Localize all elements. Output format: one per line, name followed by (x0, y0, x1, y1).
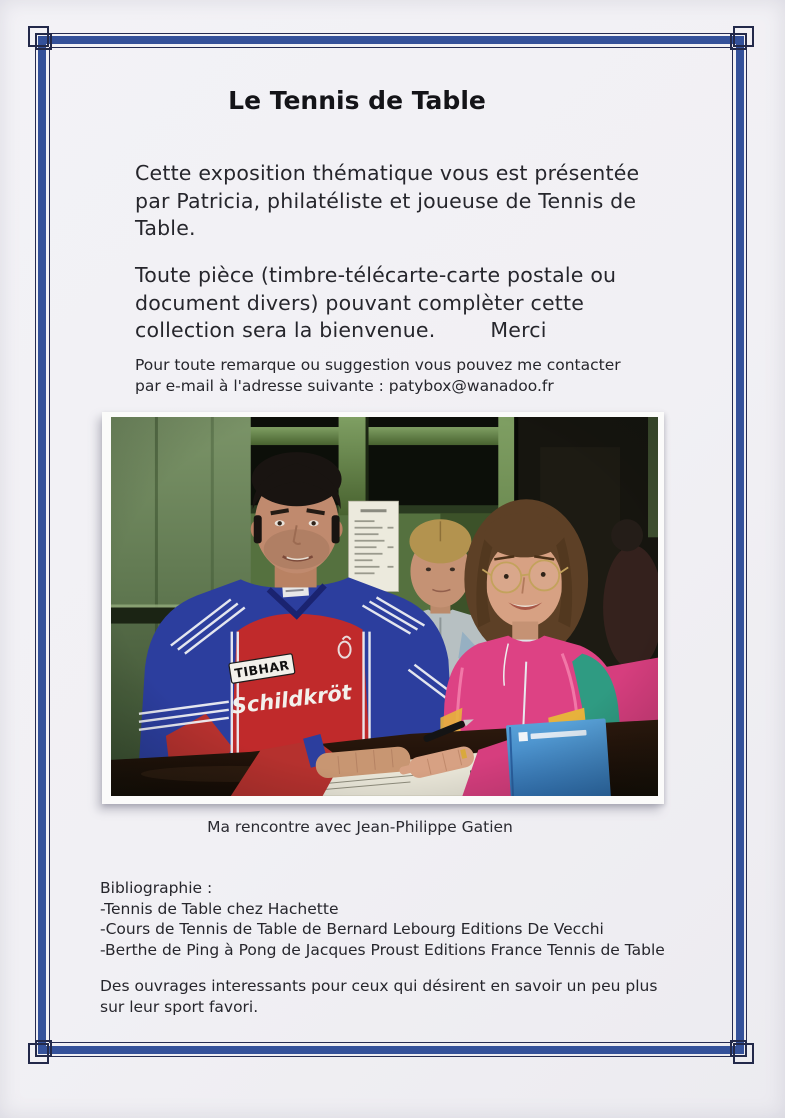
border-corner-ornament (28, 26, 49, 47)
text-line: Pour toute remarque ou suggestion vous pouvez me contacter (135, 356, 621, 374)
text-line (135, 317, 695, 345)
border-corner-ornament (733, 26, 754, 47)
text-line: document divers) pouvant complèter cette (135, 290, 585, 315)
contact-note (135, 355, 621, 397)
text-line: Toute pièce (timbre-télécarte-carte postale ou (135, 263, 617, 287)
text-line: Table. (135, 216, 196, 240)
bibliography-item: -Cours de Tennis de Table de Bernard Lebourg Editions De Vecchi (100, 920, 604, 938)
page-title: Le Tennis de Table (228, 86, 486, 115)
text-line: sur leur sport favori. (100, 998, 259, 1016)
text-line: Des ouvrages interessants pour ceux qui désirent en savoir un peu plus (100, 977, 658, 995)
request-paragraph (135, 262, 695, 345)
thanks-note: Merci (490, 318, 547, 342)
bibliography-item: -Tennis de Table chez Hachette (100, 899, 339, 918)
photo-caption: Ma rencontre avec Jean-Philippe Gatien (207, 818, 513, 836)
bibliography-item: -Berthe de Ping à Pong de Jacques Proust Editions France Tennis de Table (100, 940, 665, 959)
text-line: par e-mail à l'adresse suivante : patybox@wanadoo.fr (135, 376, 554, 395)
text-line: Cette exposition thématique vous est présentée (135, 161, 640, 185)
border-corner-ornament (733, 1043, 754, 1064)
text-line: par Patricia, philatéliste et joueuse de Tennis de (135, 188, 637, 213)
text-line-part: collection sera la bienvenue. (135, 318, 436, 342)
bibliography-heading: Bibliographie : (100, 879, 213, 897)
photo-print (102, 412, 664, 804)
photo-illustration (111, 417, 658, 796)
photo-vignette (111, 417, 658, 796)
intro-paragraph (135, 160, 695, 243)
closing-note (100, 976, 657, 1018)
border-corner-ornament (28, 1043, 49, 1064)
bibliography (100, 878, 665, 960)
